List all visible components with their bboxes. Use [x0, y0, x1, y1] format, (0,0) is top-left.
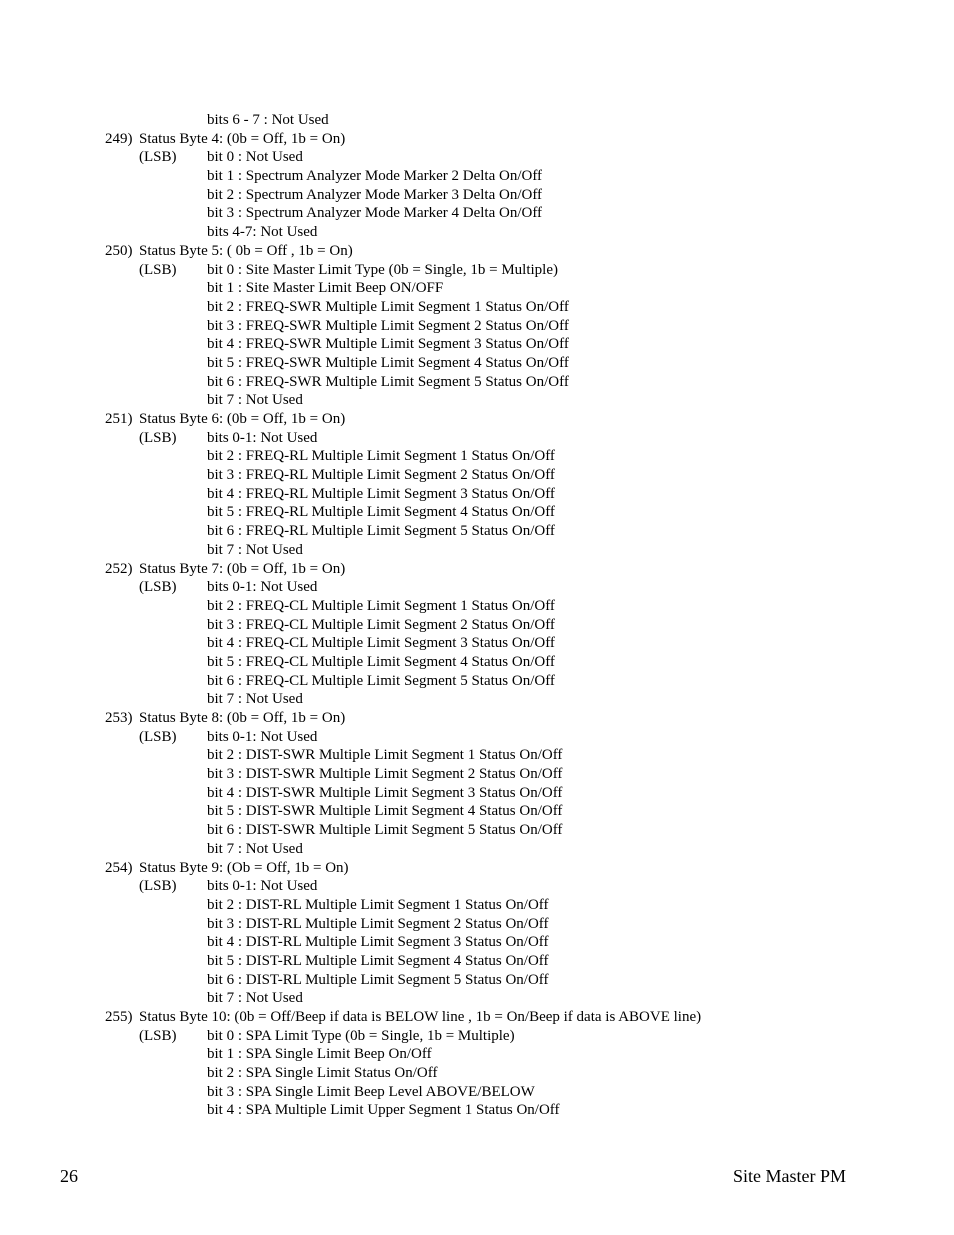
- bit-description: bit 6 : FREQ-RL Multiple Limit Segment 5 Status On/Off: [207, 523, 555, 540]
- bit-description: bit 6 : DIST-RL Multiple Limit Segment 5 Status On/Off: [207, 971, 549, 988]
- bit-description: bit 3 : FREQ-SWR Multiple Limit Segment 2 Status On/Off: [207, 317, 569, 334]
- lsb-label: (LSB): [139, 579, 177, 596]
- bit-row: [0, 877, 954, 896]
- bit-row: [0, 616, 954, 635]
- bit-row: [0, 952, 954, 971]
- bit-row: [0, 1045, 954, 1064]
- section-number: 250): [105, 242, 133, 259]
- section-number: 249): [105, 130, 133, 147]
- bit-description: bit 3 : DIST-RL Multiple Limit Segment 2 Status On/Off: [207, 915, 549, 932]
- bit-description: bit 0 : Not Used: [207, 149, 303, 166]
- bit-description: bit 3 : FREQ-CL Multiple Limit Segment 2 Status On/Off: [207, 616, 555, 633]
- section-heading: Status Byte 5: ( 0b = Off , 1b = On): [139, 242, 353, 259]
- page-number: 26: [60, 1166, 78, 1186]
- bit-row: [0, 522, 954, 541]
- bit-row: [0, 335, 954, 354]
- bit-row: [0, 503, 954, 522]
- section-heading-row: [0, 410, 954, 429]
- bit-description: bit 0 : Site Master Limit Type (0b = Single, 1b = Multiple): [207, 261, 558, 278]
- bit-description: bit 6 : DIST-SWR Multiple Limit Segment 5 Status On/Off: [207, 822, 563, 839]
- bit-description: bit 1 : Site Master Limit Beep ON/OFF: [207, 280, 444, 297]
- bit-row: [0, 391, 954, 410]
- doc-title: Site Master PM: [732, 1166, 846, 1186]
- document-body: [0, 111, 954, 1120]
- section-heading-row: [0, 859, 954, 878]
- bit-description: bits 0-1: Not Used: [207, 878, 318, 895]
- bit-row: [0, 485, 954, 504]
- bit-description: bit 3 : DIST-SWR Multiple Limit Segment 2 Status On/Off: [207, 766, 563, 783]
- bit-row: [0, 167, 954, 186]
- bit-description: bit 2 : FREQ-SWR Multiple Limit Segment 1 Status On/Off: [207, 298, 569, 315]
- bit-description: bit 4 : DIST-RL Multiple Limit Segment 3 Status On/Off: [207, 934, 549, 951]
- bit-row: [0, 634, 954, 653]
- section-heading: Status Byte 7: (0b = Off, 1b = On): [139, 560, 346, 577]
- bit-row: [0, 653, 954, 672]
- bit-description: bit 7 : Not Used: [207, 840, 303, 857]
- section-heading: Status Byte 6: (0b = Off, 1b = On): [139, 411, 346, 427]
- lsb-label: (LSB): [139, 878, 177, 895]
- bit-description: bit 1 : Spectrum Analyzer Mode Marker 2 Delta On/Off: [207, 168, 543, 185]
- bit-row: [0, 279, 954, 298]
- section-heading-row: [0, 709, 954, 728]
- bit-row: [0, 896, 954, 915]
- section-number: 254): [105, 859, 133, 876]
- bit-description: bit 3 : FREQ-RL Multiple Limit Segment 2 Status On/Off: [207, 467, 555, 484]
- bit-row: [0, 840, 954, 859]
- bit-row: [0, 148, 954, 167]
- lsb-label: (LSB): [139, 149, 177, 166]
- section-heading: Status Byte 10: (0b = Off/Beep if data is BELOW line , 1b = On/Beep if data is ABOVE line): [139, 1009, 702, 1025]
- bit-row: [0, 915, 954, 934]
- bit-description: bit 2 : FREQ-CL Multiple Limit Segment 1 Status On/Off: [207, 597, 555, 614]
- bit-row: [0, 578, 954, 597]
- bit-description: bit 5 : FREQ-RL Multiple Limit Segment 4 Status On/Off: [207, 504, 555, 521]
- bit-row: [0, 298, 954, 317]
- bit-row: [0, 541, 954, 560]
- intro-line-row: [0, 111, 954, 130]
- lsb-label: (LSB): [139, 728, 177, 745]
- bit-description: bit 6 : FREQ-SWR Multiple Limit Segment 5 Status On/Off: [207, 373, 569, 390]
- bit-description: bits 0-1: Not Used: [207, 429, 318, 446]
- bit-row: [0, 317, 954, 336]
- section-heading: Status Byte 9: (Ob = Off, 1b = On): [139, 859, 349, 876]
- bit-description: bit 2 : SPA Single Limit Status On/Off: [207, 1065, 438, 1082]
- lsb-label: (LSB): [139, 429, 177, 446]
- bit-row: [0, 186, 954, 205]
- intro-line: bits 6 - 7 : Not Used: [207, 112, 329, 128]
- section-heading-row: [0, 1008, 954, 1027]
- bit-description: bit 3 : Spectrum Analyzer Mode Marker 4 Delta On/Off: [207, 205, 543, 222]
- bit-row: [0, 971, 954, 990]
- section-number: 252): [105, 560, 133, 577]
- bit-description: bit 5 : DIST-SWR Multiple Limit Segment 4 Status On/Off: [207, 803, 563, 820]
- bit-description: bit 7 : Not Used: [207, 691, 303, 708]
- bit-row: [0, 672, 954, 691]
- bit-description: bit 7 : Not Used: [207, 990, 303, 1007]
- bit-row: [0, 746, 954, 765]
- section-number: 255): [105, 1009, 133, 1025]
- section-number: 253): [105, 710, 133, 726]
- bit-description: bit 7 : Not Used: [207, 541, 303, 558]
- bit-row: [0, 784, 954, 803]
- bit-description: bit 4 : SPA Multiple Limit Upper Segment 1 Status On/Off: [207, 1102, 560, 1119]
- section-number: 251): [105, 411, 133, 427]
- bit-row: [0, 597, 954, 616]
- bit-description: bit 4 : FREQ-SWR Multiple Limit Segment 3 Status On/Off: [207, 336, 569, 353]
- bit-row: [0, 354, 954, 373]
- bit-description: bit 2 : FREQ-RL Multiple Limit Segment 1 Status On/Off: [207, 448, 555, 465]
- bit-description: bit 4 : FREQ-RL Multiple Limit Segment 3 Status On/Off: [207, 485, 555, 502]
- bit-description: bit 5 : DIST-RL Multiple Limit Segment 4 Status On/Off: [207, 952, 549, 969]
- bit-description: bit 6 : FREQ-CL Multiple Limit Segment 5 Status On/Off: [207, 672, 555, 689]
- bit-description: bit 2 : DIST-SWR Multiple Limit Segment 1 Status On/Off: [207, 747, 563, 764]
- section-heading: Status Byte 8: (0b = Off, 1b = On): [139, 710, 346, 726]
- bit-description: bit 0 : SPA Limit Type (0b = Single, 1b = Multiple): [207, 1027, 515, 1044]
- bit-description: bit 2 : DIST-RL Multiple Limit Segment 1 Status On/Off: [207, 896, 549, 913]
- lsb-label: (LSB): [139, 1027, 177, 1044]
- bit-description: bits 0-1: Not Used: [207, 728, 318, 745]
- bit-row: [0, 690, 954, 709]
- bit-description: bit 4 : DIST-SWR Multiple Limit Segment 3 Status On/Off: [207, 784, 563, 801]
- section-heading-row: [0, 560, 954, 579]
- section-heading: Status Byte 4: (0b = Off, 1b = On): [139, 130, 346, 147]
- bit-row: [0, 765, 954, 784]
- bit-description: bits 4-7: Not Used: [207, 224, 318, 241]
- bit-row: [0, 1083, 954, 1102]
- lsb-label: (LSB): [139, 261, 177, 278]
- bit-description: bits 0-1: Not Used: [207, 579, 318, 596]
- bit-row: [0, 802, 954, 821]
- bit-description: bit 5 : FREQ-SWR Multiple Limit Segment 4 Status On/Off: [207, 354, 569, 371]
- bit-row: [0, 989, 954, 1008]
- bit-row: [0, 933, 954, 952]
- bit-row: [0, 261, 954, 280]
- bit-description: bit 7 : Not Used: [207, 392, 303, 409]
- bit-description: bit 4 : FREQ-CL Multiple Limit Segment 3 Status On/Off: [207, 635, 555, 652]
- section-heading-row: [0, 242, 954, 261]
- bit-description: bit 5 : FREQ-CL Multiple Limit Segment 4 Status On/Off: [207, 653, 555, 670]
- bit-row: [0, 821, 954, 840]
- bit-row: [0, 466, 954, 485]
- bit-row: [0, 447, 954, 466]
- sections-container: [0, 130, 954, 1120]
- bit-description: bit 2 : Spectrum Analyzer Mode Marker 3 Delta On/Off: [207, 186, 543, 203]
- bit-row: [0, 204, 954, 223]
- bit-row: [0, 223, 954, 242]
- bit-row: [0, 429, 954, 448]
- bit-row: [0, 373, 954, 392]
- bit-description: bit 1 : SPA Single Limit Beep On/Off: [207, 1046, 432, 1063]
- bit-row: [0, 1027, 954, 1046]
- section-heading-row: [0, 130, 954, 149]
- bit-row: [0, 728, 954, 747]
- bit-description: bit 3 : SPA Single Limit Beep Level ABOVE/BELOW: [207, 1083, 535, 1100]
- bit-row: [0, 1101, 954, 1120]
- bit-row: [0, 1064, 954, 1083]
